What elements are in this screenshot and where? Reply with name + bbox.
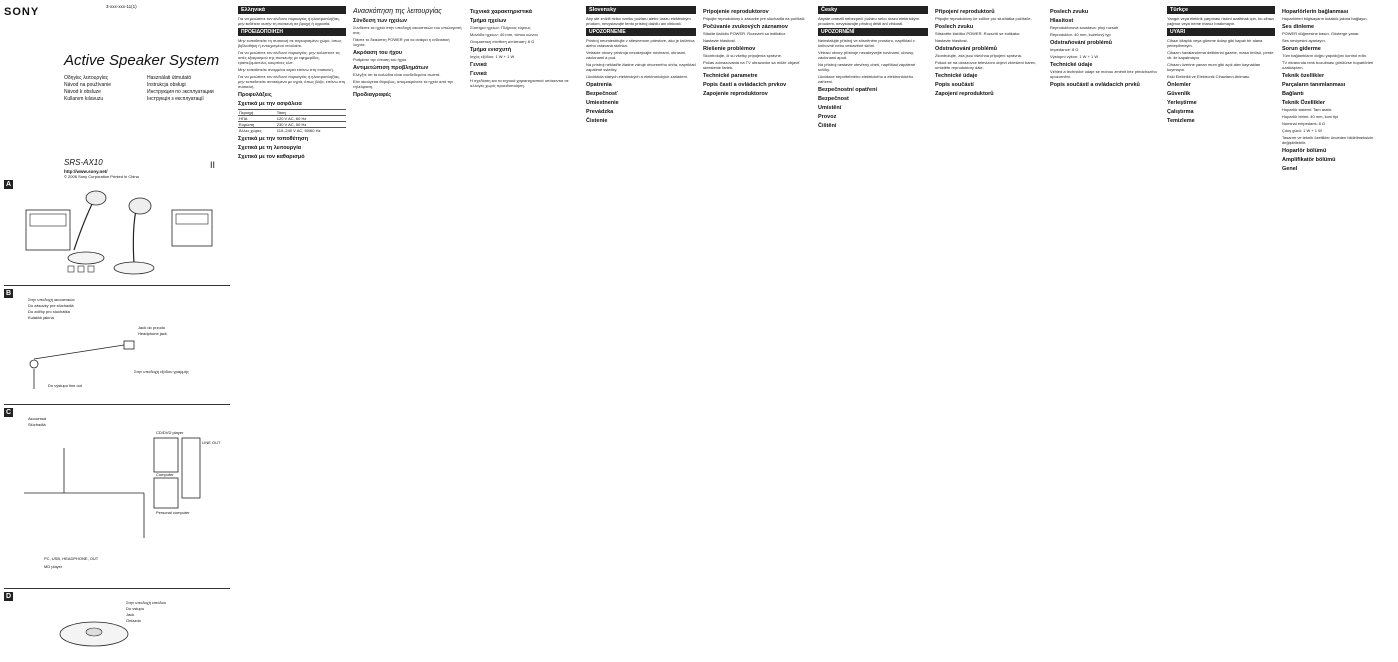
section-heading: Provoz bbox=[818, 114, 837, 120]
section-heading: Teknik özellikler bbox=[1282, 73, 1325, 79]
warning-header: UYARI bbox=[1167, 28, 1275, 36]
section-heading: Umiestnenie bbox=[586, 100, 619, 106]
paragraph: Yangın veya elektrik çarpması riskini azaltmak için, bu cihazı yağmur veya neme maruz bırakmayın. bbox=[1167, 16, 1275, 26]
column-title: Ανασκόπηση της λειτουργίας bbox=[353, 8, 442, 15]
text-column bbox=[703, 6, 811, 656]
paragraph: Çıkış gücü: 1 W + 1 W bbox=[1282, 128, 1322, 133]
section-heading: Pripojenie reproduktorov bbox=[703, 9, 769, 15]
text-column bbox=[238, 6, 346, 656]
section-heading: Σχετικά με την τοποθέτηση bbox=[238, 136, 309, 142]
divider bbox=[4, 285, 230, 286]
section-heading: Σχετικά με την ασφάλεια bbox=[238, 101, 302, 107]
section-heading: Ακρόαση του ήχου bbox=[353, 50, 403, 56]
callout-c-5: LINE OUT bbox=[202, 440, 221, 445]
figure-label-c: C bbox=[5, 409, 12, 416]
text-column bbox=[586, 6, 696, 656]
callout-b-6: Headphone jack bbox=[138, 331, 167, 336]
section-heading: Τμήμα ενισχυτή bbox=[470, 47, 512, 53]
paragraph: Neinstalujte přístroj ve stísněném prostoru, například v knihovně nebo vestavěné skříni. bbox=[818, 38, 915, 48]
paragraph: Připojte reproduktory ke zdířce pro sluchátka počítače. bbox=[935, 16, 1032, 21]
section-heading: Odstraňování problémů bbox=[1050, 40, 1113, 46]
text-column bbox=[1167, 6, 1275, 656]
callout-b-2: Do zásuvky pre slúchadlá bbox=[28, 303, 74, 308]
callout-c-4: Computer bbox=[156, 472, 174, 477]
section-heading: Technické údaje bbox=[1050, 62, 1093, 68]
speaker-illustration bbox=[4, 180, 230, 282]
divider bbox=[4, 404, 230, 405]
paragraph: Ses seviyesini ayarlayın. bbox=[1282, 38, 1326, 43]
section-heading: Σχετικά με τη λειτουργία bbox=[238, 145, 302, 151]
section-heading: Poslech zvuku bbox=[1050, 9, 1089, 15]
section-heading: Γενικά bbox=[470, 62, 487, 68]
text-column bbox=[818, 6, 928, 656]
paragraph: Likvidace nepotřebného elektrického a elektronického zařízení. bbox=[818, 74, 914, 84]
language-item: Οδηγίες λειτουργίας bbox=[64, 75, 109, 81]
paragraph: Ρυθμίστε την ένταση του ήχου. bbox=[353, 57, 408, 62]
roman-numeral: II bbox=[210, 160, 216, 170]
table-cell: 120 V AC, 60 Hz bbox=[276, 116, 346, 122]
table-header: Περιοχή bbox=[238, 110, 276, 116]
callout-c-3: CD/DVD player bbox=[156, 430, 184, 435]
paragraph: Μονάδα ηχείων: 40 mm, τύπου κώνου bbox=[470, 32, 538, 37]
section-heading: Umístění bbox=[818, 105, 842, 111]
section-heading: Opatrenia bbox=[586, 82, 612, 88]
section-heading: Temizleme bbox=[1167, 118, 1195, 124]
section-heading: Bezpečnosť bbox=[586, 91, 618, 97]
warning-header: ΠΡΟΕΙΔΟΠΟΙΗΣΗ bbox=[238, 28, 346, 36]
language-header: Ελληνικά bbox=[238, 6, 346, 14]
language-item: Інструкція з експлуатації bbox=[147, 96, 204, 102]
section-heading: Güvenlik bbox=[1167, 91, 1191, 97]
section-heading: Technické parametre bbox=[703, 73, 758, 79]
section-heading: Σύνδεση των ηχείων bbox=[353, 18, 408, 24]
section-heading: Technické údaje bbox=[935, 73, 978, 79]
paragraph: Nastavte hlasitost. bbox=[935, 38, 968, 43]
callout-b-7: Στην υποδοχή εξόδου γραμμής bbox=[134, 369, 189, 374]
figure-b bbox=[4, 289, 230, 401]
section-heading: Připojení reproduktorů bbox=[935, 9, 995, 15]
paragraph: TV ekranında renk bozulması görülürse hoparlörleri uzaklaştırın. bbox=[1282, 60, 1374, 70]
table-cell: 110–240 V AC, 50/60 Hz bbox=[276, 128, 346, 134]
paragraph: Πιέστε το διακόπτη POWER για να ανάψει η ενδεικτική λυχνία. bbox=[353, 37, 450, 47]
paragraph: Větrací otvory přístroje nezakrývejte novinami, ubrusy, záclonami apod. bbox=[818, 50, 914, 60]
section-heading: Zapojenie reproduktorov bbox=[703, 91, 768, 97]
paragraph: Tüm bağlantıların doğru yapıldığını kontrol edin. bbox=[1282, 53, 1367, 58]
callout-c-7: PC, USB, HEADPHONE, OUT bbox=[44, 556, 99, 561]
section-heading: Τμήμα ηχείων bbox=[470, 18, 507, 24]
callout-b-3: Do zdířky pro sluchátka bbox=[28, 309, 70, 314]
section-heading: Γενικά bbox=[470, 71, 487, 77]
paragraph: Reproduktorová soustava: plný rozsah bbox=[1050, 25, 1119, 30]
figure-label-b: B bbox=[5, 290, 12, 297]
language-item: Návod k obsluze bbox=[64, 89, 101, 95]
text-column bbox=[1282, 6, 1392, 656]
paragraph: Stlačte tlačidlo POWER. Rozsvieti sa indikátor. bbox=[703, 31, 786, 36]
section-heading: Čištění bbox=[818, 123, 837, 129]
paragraph: Pokud se na obrazovce televizoru objeví zkreslení barev, umístěte reproduktory dále. bbox=[935, 60, 1036, 70]
section-heading: Počúvanie zvukových záznamov bbox=[703, 24, 788, 30]
speaker-base-illustration bbox=[4, 592, 230, 658]
section-heading: Hoparlörlerin bağlanması bbox=[1282, 9, 1349, 15]
paragraph: Abyste omezili nebezpečí požáru nebo úrazu elektrickým proudem, nevystavujte přístroj dešti ani vlhkosti. bbox=[818, 16, 919, 26]
language-item: Instrukcja obsługi bbox=[147, 82, 186, 88]
paragraph: Prístroj neumiestňujte v stiesnenom priestore, ako je knižnica alebo vstavaná skrinka. bbox=[586, 38, 695, 48]
callout-b-1: Στην υποδοχή ακουστικών bbox=[28, 297, 75, 302]
section-heading: Popis součástí bbox=[935, 82, 974, 88]
brand-logo: SONY bbox=[4, 6, 40, 18]
callout-c-1: Ακουστικά bbox=[28, 416, 47, 421]
section-heading: Τεχνικά χαρακτηριστικά bbox=[470, 9, 533, 15]
paragraph: Pripojte reproduktory k zásuvke pre slúchadlá na počítači. bbox=[703, 16, 806, 21]
section-heading: Popis častí a ovládacích prvkov bbox=[703, 82, 787, 88]
paragraph: Na přístroj nestavte otevřený oheň, například zapálené svíčky. bbox=[818, 62, 916, 72]
figure-a bbox=[4, 180, 230, 282]
section-heading: Yerleştirme bbox=[1167, 100, 1197, 106]
language-header: Česky bbox=[818, 6, 928, 14]
figure-c bbox=[4, 408, 230, 586]
paragraph: Hoparlörleri bilgisayarın kulaklık jakına bağlayın. bbox=[1282, 16, 1368, 21]
paragraph: Hoparlör birimi: 40 mm, koni tipi bbox=[1282, 114, 1339, 119]
section-heading: Önlemler bbox=[1167, 82, 1191, 88]
table-header: Τάση bbox=[276, 110, 346, 116]
section-heading: Sorun giderme bbox=[1282, 46, 1321, 52]
model-number: SRS-AX10 bbox=[64, 158, 103, 167]
section-heading: Genel bbox=[1282, 166, 1298, 172]
section-heading: Zapojení reproduktorů bbox=[935, 91, 994, 97]
copyright: © 2006 Sony Corporation Printed in China bbox=[64, 174, 139, 179]
paragraph: POWER düğmesine basın. Gösterge yanar. bbox=[1282, 31, 1360, 36]
language-item: Használati útmutató bbox=[147, 75, 192, 81]
paragraph: Eski Elektrikli ve Elektronik Cihazların Atılması. bbox=[1167, 74, 1251, 79]
callout-b-4: Kulaklık jakına bbox=[28, 315, 54, 320]
section-heading: Bağlantı bbox=[1282, 91, 1304, 97]
callout-b-5: Jack do przodu bbox=[138, 325, 166, 330]
paragraph: Nominal empedans: 8 Ω bbox=[1282, 121, 1326, 126]
paragraph: Για να μειώσετε τον κίνδυνο πυρκαγιάς ή ηλεκτροπληξίας, μην εκθέτετε αυτήν τη συσκευή σε βροχή ή υγρασία. bbox=[238, 16, 341, 26]
text-column bbox=[353, 6, 463, 656]
section-heading: Čistenie bbox=[586, 118, 608, 124]
divider bbox=[4, 588, 230, 589]
paragraph: Skontrolujte, či sú všetky pripojenia správne. bbox=[703, 53, 782, 58]
table-cell: ΗΠΑ bbox=[238, 116, 276, 122]
paragraph: Nastavte hlasitosť. bbox=[703, 38, 737, 43]
section-heading: Odstraňování problémů bbox=[935, 46, 998, 52]
section-heading: Prevádzka bbox=[586, 109, 614, 115]
voltage-table bbox=[238, 109, 346, 133]
paragraph: Impedance: 8 Ω bbox=[1050, 47, 1079, 52]
product-title: Active Speaker System bbox=[64, 52, 220, 69]
warning-header: UPOZORNĚNÍ bbox=[818, 28, 928, 36]
section-heading: Ses dinleme bbox=[1282, 24, 1315, 30]
section-heading: Parçaların tanımlanması bbox=[1282, 82, 1346, 88]
paragraph: Ελέγξτε ότι τα καλώδια είναι συνδεδεμένα σωστά. bbox=[353, 72, 441, 77]
paragraph: Για να μειώσετε τον κίνδυνο πυρκαγιάς, μην καλύπτετε τις οπές εξαερισμού της συσκευής με εφημερίδες, τραπεζομάντιλα, κουρτίνες κλπ. bbox=[238, 50, 340, 65]
paragraph: Μην τοποθετείτε αναμμένα κεριά επάνω στη συσκευή. bbox=[238, 67, 334, 72]
figure-label-d: D bbox=[5, 593, 12, 600]
callout-b-8: Do výstupu line out bbox=[48, 383, 83, 388]
callout-c-2: Slúchadlá bbox=[28, 422, 46, 427]
section-heading: Çalıştırma bbox=[1167, 109, 1194, 115]
section-heading: Προδιαγραφές bbox=[353, 92, 392, 98]
paragraph: Výstupní výkon: 1 W + 1 W bbox=[1050, 54, 1099, 59]
section-heading: Riešenie problémov bbox=[703, 46, 756, 52]
table-cell: Άλλες χώρες bbox=[238, 128, 276, 134]
paragraph: Likvidácia starých elektrických a elektronických zariadení. bbox=[586, 74, 689, 79]
callout-d-1: Στην υποδοχή εισόδου bbox=[126, 600, 167, 605]
paragraph: Εάν ακούγεται θόρυβος, απομακρύνετε τα ηχεία από την τηλεόραση. bbox=[353, 79, 454, 89]
callout-c-6: Personal computer bbox=[156, 510, 190, 515]
figure-label-a: A bbox=[5, 181, 12, 188]
warning-header: UPOZORNENIE bbox=[586, 28, 696, 36]
paragraph: Vzhled a technické údaje se mohou změnit bez předchozího upozornění. bbox=[1050, 69, 1157, 79]
text-column bbox=[935, 6, 1043, 656]
paragraph: Ονομαστική σύνθετη αντίσταση: 8 Ω bbox=[470, 39, 535, 44]
section-heading: Teknik Özellikler bbox=[1282, 100, 1326, 106]
paragraph: Συνδέστε τα ηχεία στην υποδοχή ακουστικών του υπολογιστή σας. bbox=[353, 25, 462, 35]
section-heading: Hlasitost bbox=[1050, 18, 1074, 24]
section-heading: Popis součástí a ovládacích prvků bbox=[1050, 82, 1140, 88]
paragraph: Zkontrolujte, zda jsou všechna připojení správná. bbox=[935, 53, 1022, 58]
section-heading: Amplifikatör bölümü bbox=[1282, 157, 1336, 163]
part-number: 3-xxx-xxx-11(1) bbox=[106, 4, 137, 9]
paragraph: Počas zobrazovania na TV obrazovke sa môže objaviť skreslenie farieb. bbox=[703, 60, 800, 70]
table-cell: 230 V AC, 50 Hz bbox=[276, 122, 346, 128]
paragraph: Σύστημα ηχείων: Πλήρους εύρους bbox=[470, 25, 531, 30]
language-item: Návod na používanie bbox=[64, 82, 111, 88]
table-cell: Ευρώπη bbox=[238, 122, 276, 128]
paragraph: Vetracie otvory prístroja nezakrývajte novinami, obrusmi, záclonami a pod. bbox=[586, 50, 687, 60]
figure-d bbox=[4, 592, 230, 658]
language-list bbox=[64, 75, 230, 102]
section-heading: Poslech zvuku bbox=[935, 24, 974, 30]
section-heading: Προφυλάξεις bbox=[238, 92, 272, 98]
paragraph: Hoparlör sistemi: Tam aralık bbox=[1282, 107, 1332, 112]
paragraph: Ισχύς εξόδου: 1 W + 1 W bbox=[470, 54, 515, 59]
callout-d-3: Jack bbox=[126, 612, 135, 617]
paragraph: Μην τοποθετείτε τη συσκευή σε περιορισμένο χώρο, όπως βιβλιοθήκη ή εντοιχισμένο ντουλάπι. bbox=[238, 38, 342, 48]
paragraph: Cihazın havalandırma deliklerini gazete, masa örtüsü, perde vb. ile kapatmayın. bbox=[1167, 50, 1274, 60]
section-heading: Αντιμετώπιση προβλημάτων bbox=[353, 65, 429, 71]
text-column bbox=[1050, 6, 1160, 656]
language-header: Slovensky bbox=[586, 6, 696, 14]
paragraph: Aby ste znížili riziko vzniku požiaru alebo úrazu elektrickým prúdom, nevystavujte tento prístroj dažďu ani vlhkosti. bbox=[586, 16, 691, 26]
callout-c-8: MD player bbox=[44, 564, 63, 569]
paragraph: Tasarım ve teknik özellikler önceden bildirilmeksizin değiştirilebilir. bbox=[1282, 135, 1374, 145]
language-item: Инструкция по эксплуатации bbox=[147, 89, 214, 95]
language-item: Kullanım kılavuzu bbox=[64, 96, 104, 102]
website-url: http://www.sony.net/ bbox=[64, 169, 108, 174]
paragraph: Για να μειώσετε τον κίνδυνο πυρκαγιάς ή ηλεκτροπληξίας, μην τοποθετείτε αντικείμενα με υγρά, όπως βάζα, επάνω στη συσκευή. bbox=[238, 74, 346, 89]
callout-d-4: Gniazdo bbox=[126, 618, 141, 623]
paragraph: Cihazı kitaplık veya gömme dolap gibi kapalı bir alana yerleştirmeyin. bbox=[1167, 38, 1263, 48]
paragraph: Cihazın üzerine yanan mum gibi açık alev kaynakları koymayın. bbox=[1167, 62, 1261, 72]
language-header: Türkçe bbox=[1167, 6, 1275, 14]
section-heading: Bezpečnost bbox=[818, 96, 849, 102]
paragraph: Η σχεδίαση και τα τεχνικά χαρακτηριστικά υπόκεινται σε αλλαγές χωρίς προειδοποίηση. bbox=[470, 78, 569, 88]
section-heading: Bezpečnostní opatření bbox=[818, 87, 877, 93]
paragraph: Stiskněte tlačítko POWER. Rozsvítí se indikátor. bbox=[935, 31, 1021, 36]
paragraph: Na prístroj neklaďte žiadne zdroje otvoreného ohňa, napríklad zapálené sviečky. bbox=[586, 62, 696, 72]
text-column bbox=[470, 6, 578, 656]
callout-d-2: Do vstupu bbox=[126, 606, 145, 611]
section-heading: Hoparlör bölümü bbox=[1282, 148, 1327, 154]
paragraph: Reproduktor: 40 mm, kuželový typ bbox=[1050, 32, 1111, 37]
section-heading: Σχετικά με τον καθαρισμό bbox=[238, 154, 305, 160]
connection-diagram-c bbox=[4, 408, 230, 586]
